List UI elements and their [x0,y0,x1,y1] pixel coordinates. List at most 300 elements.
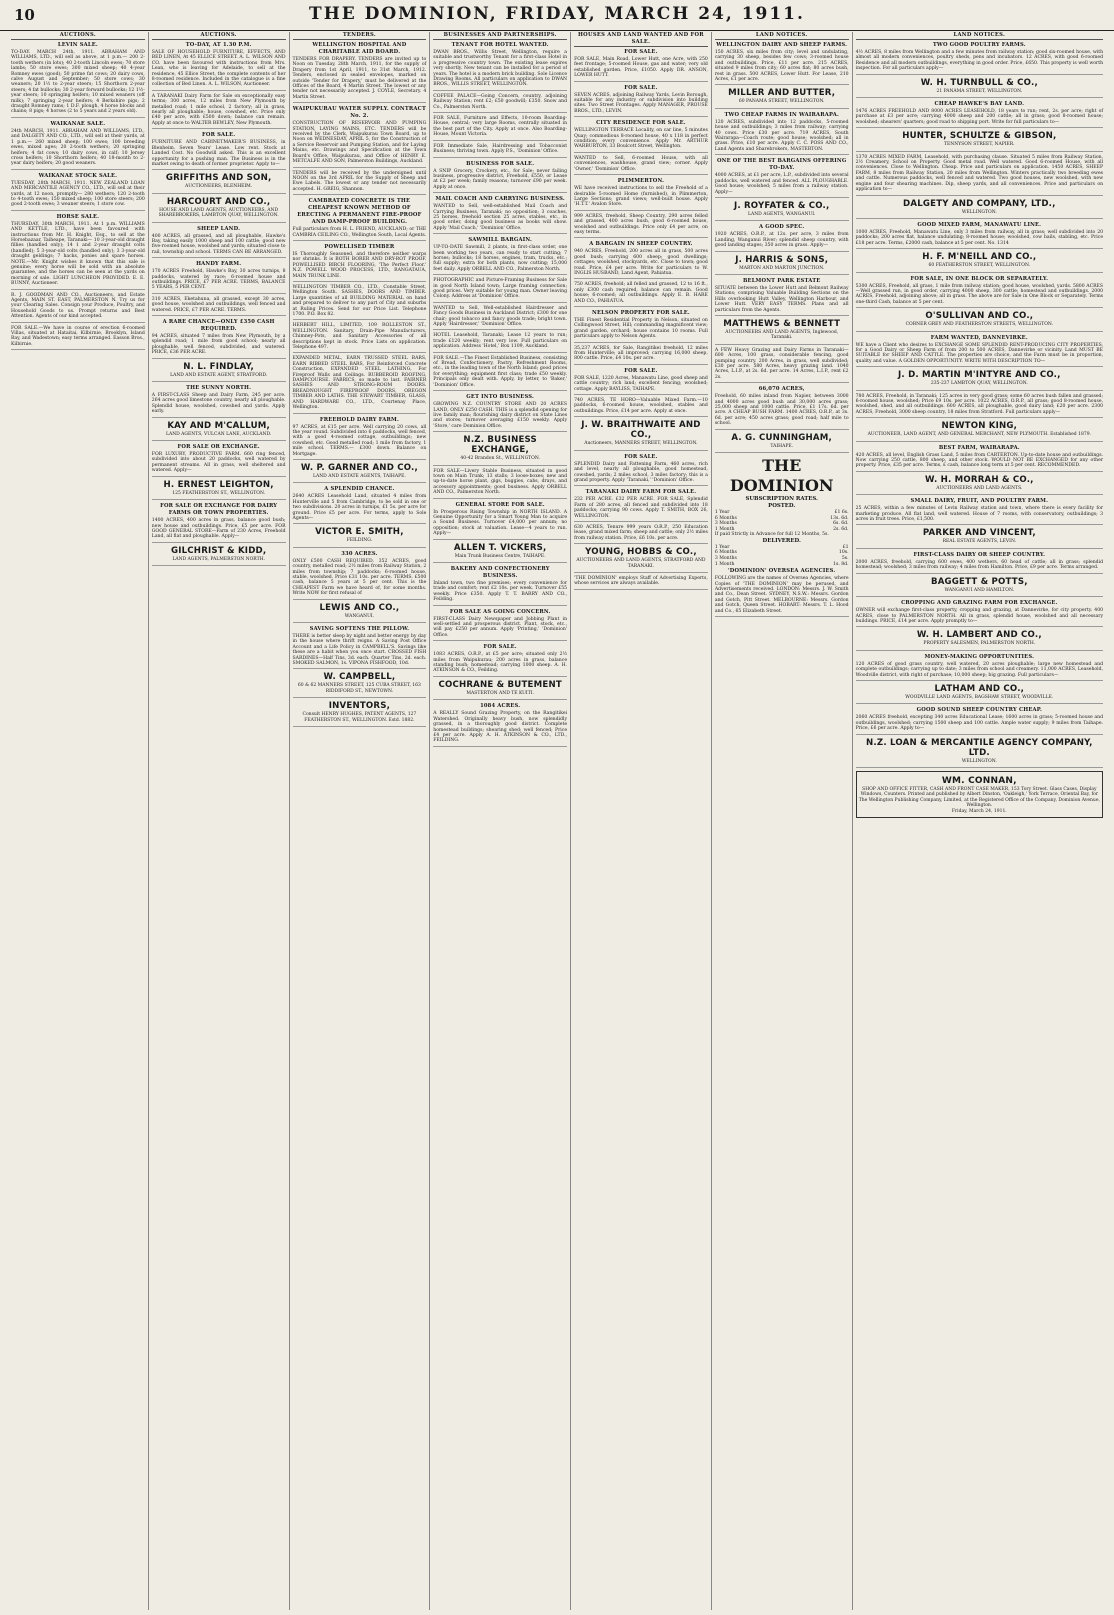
agent-name: INVENTORS, [328,701,391,712]
advertisement [293,626,427,669]
advertisement [856,252,1103,272]
advertisement-text: 940 ACRES, Freehold, 200 acres all in grass, 500 acres good bush; carrying 600 sheep; good dwellings; cottages; woolshed, stockyards, etc. Close to town; good road. Price, £4 per acre. Write for particulars to W. INGLIS HUSBAND, Land Agent, Pahiatua. [574,249,708,276]
advertisement-text: ONLY £500 CASH REQUIRED. 352 ACRES, good country, metalled road; 2½ miles from Railway Station, 2 miles from township; 7 paddocks; 6-roomed house, stable, woolshed. Price £31 10s. per acre. TERMS. £500 cash, balance 5 years at 5 per cent. This is the CHEAPEST Farm we have heard of, for some months. Write NOW for first refusal of [292,558,427,597]
agent-name: LATHAM AND CO., [934,683,1025,694]
advertisement-heading: FOR SALE OR EXCHANGE. [177,444,260,451]
advertisement [574,310,708,343]
advertisement-text: CONSTRUCTION OF RESERVOIR AND PUMPING STATION, LAYING MAINS, ETC. TENDERS will be received by the Clerk, Waipukurau Town Board, up to Noon on WEDNESDAY, APRIL 5, for the Construction of a Service Reservoir and Pumping Station, and for Laying Mains, etc. Drawings and Specification at the Town Board's Office, Waipukurau, and Office of HENRY E. METCALFE AND SON, Palmerston Buildings, Auckland. [292,121,427,165]
advertisement-text: 35,237 ACRES, for Sale, Rangitikei freehold, 12 miles from Hunterville; all improved; carrying 16,000 sheep, 800 cattle. Price, £4 10s. per acre. [574,345,708,362]
advertisement-text: 630 ACRES, Tenure 999 years O.R.P., 250 Education lease, grand mixed farm; sheep and cattle; only 2½ miles from railway station. Price, £6 10s. per acre. [574,524,708,541]
column-6 [712,32,853,1610]
agent-name: W. H. LAMBERT AND CO., [916,630,1042,641]
agent-address: Consult HENRY HUGHES, PATENT AGENTS, 127 FEATHERSTON ST., WELLINGTON. Estd. 1882. [302,712,417,723]
column-4 [430,32,571,1610]
rate-period: 1 Month [714,526,735,532]
advertisement-heading: FOR SALE AS GOING CONCERN. [449,608,551,615]
advertisement [856,528,1103,548]
advertisement [856,684,1103,704]
advertisement [293,527,427,547]
advertisement-heading: FOR SALE OR EXCHANGE FOR DAIRY FARMS OR TOWN PROPERTIES. [160,503,278,517]
advertisement [152,226,286,259]
advertisement-text: 2640 ACRES Leasehold Land, situated 4 miles from Hunterville and 5 from Cambridge, to be sold in one or two subdivisions. 20 acres in turnips, £1 5s. per acre for ground. Price £5 per acre. For terms, apply to Sole Agents— [292,494,427,521]
advertisement [433,144,567,158]
column-header: HOUSES AND LAND WANTED AND FOR SALE. [574,32,708,47]
advertisement-heading: CAMBRATED CONCRETE IS THE CHEAPEST KNOWN METHOD OF ERECTING A PERMANENT FIRE-PROOF AND DAMP-PROOF BUILDING. [297,198,422,226]
advertisement [433,333,567,352]
advertisement [856,370,1103,390]
advertisement-text: SPLENDID Dairy and Fattening Farm, 460 acres, rich and level, nearly all ploughable, good homestead, cowshed, yards; 2 miles school, 3 miles factory; this is a grand property. Apply 'Taranaki,' 'Dominion' Office. [574,461,708,483]
advertisement [715,433,849,453]
agent-address: LAND AND ESTATE AGENT, STRATFORD. [170,372,268,378]
posted-rates-table [715,510,849,532]
advertisement [152,385,286,418]
agent-address: REAL ESTATE AGENTS, LEVIN. [942,539,1017,545]
advertisement-text: SALE OF HOUSEHOLD FURNITURE, EFFECTS, AND BED LINEN, At 45 ELLICE STREET. A. L. WILSON AND CO. have been favoured with instructions from Mrs. Lean, who is leaving for Adelaide, to sell at the residence, 45 Ellice Street, the complete contents of her 8-roomed residence. Included in the catalogue is a fine collection of Bed Linen. A. L. WILSON, Auctioneer. [151,50,286,88]
advertisement [293,603,427,623]
agent-address: MASTERTON AND TE KUITI. [466,690,534,696]
advertisement [574,241,708,279]
advertisement-text: 1400 ACRES, 400 acres in grass, balance good bush; new house and outbuildings. Price, £5 per acre. FOR GOOD GENERAL STORE—Farm of 230 Acres, Freehold Land, all flat and ploughable. Apply— [151,518,286,540]
advertisement-heading: SHEEP LAND. [197,225,241,232]
advertisement [715,278,849,316]
agent-address: AUCTIONEERS, BLENHEIM. [185,184,253,190]
advertisement-text: 24th MARCH, 1911. ABRAHAM AND WILLIAMS, LTD., and DALGETY AND CO., LTD., will sell at their yards, at 1 p.m.— 260 mixed sheep; 100 ewes; 100 breeding ewes, mixed ages; 20 2-tooth wethers; 20 springing heifers; 4 fat cows; 10 dairy cows, in calf; 10 Jersey cross heifers; 10 Shorthorn heifers; 40 18-month to 2-year dairy heifers; 20 good weaners. [11,128,145,167]
advertisement-text: 1083 ACRES, O.R.P., at £5 per acre; situated only 2½ miles from Waipukurau; 200 acres in grass, balance standing bush; homestead; carrying 1000 sheep. A. H. ATKINSON & CO., Feilding. [433,652,568,674]
agent-address: AUCTIONEERS AND LAND AGENTS, Inglewood, Taranaki. [725,329,839,341]
advertisement [152,173,286,193]
advertisement [856,394,1103,419]
advertisement-text: 1476 ACRES FREEHOLD AND 8000 ACRES LEASEHOLD, 18 years to run; rent, 2s. per acre; right of purchase at £3 per acre; carrying 4000 sheep and 200 cattle; all in grass; good 8-roomed house; woolshed; shearers' quarters; good road to shipping port. Write for full particulars to— [855,109,1104,125]
advertisement-text: WE have received instructions to sell the Freehold of a desirable 5-roomed Home (furnished), in Plimmerton, Large Sections; grand views; well-built house. Apply 'H.T.T.' Avalon Store. [574,186,708,208]
agent-address: HOUSE AND LAND AGENTS, AUCTIONEERS, AND SHAREBROKERS, LAMBTON QUAY, WELLINGTON. [158,207,279,219]
advertisement-text: 232 PER ACRE. £32 PER ACRE. FOR SALE, Splendid Farm of 280 acres, all fenced and subdivided into 18 paddocks; carrying 90 cows. Apply T. SMITH, BOX 26, WELLINGTON. [574,497,708,519]
advertisement-text: 170 ACRES Freehold, Hawke's Bay, 30 acres turnips, 8 paddocks, watered by race; 6-roomed house and outbuildings. PRICE, £7 PER ACRE. TERMS, BALANCE 5 YEARS, 5 PER CENT. [151,269,286,291]
advertisement-text: R. J. GOODMAN AND CO., Auctioneers, and Estate Agents, MAIN ST. EAST, PALMERSTON N. Try us for your Clearing Sales. Consign your Produce, Poultry, and Household Goods to us. Prompt returns and Best Attention. Agents of our kind accepted. [11,292,145,320]
agent-name: N.Z. LOAN & MERCANTILE AGENCY COMPANY, LTD. [866,737,1093,758]
agent-address: AUCTIONEER, LAND AGENT, AND GENERAL MERCHANT, NEW PLYMOUTH. Established 1879. [867,432,1091,438]
agent-address: LAND AND ESTATE AGENTS, TAIHAPE. [312,473,406,479]
advertisement [856,222,1103,249]
advertisement-text: HOTEL Leasehold, Taranaki; Lease 12 years to run; trade £120 weekly; rent very low. Full particulars on application. Address 'Hotel,' Box 1109, Auckland. [433,333,568,350]
advertisement [152,362,286,382]
advertisement-text: Full particulars from H. L. FRIEND, AUCKLAND; or THE CAMBRIA CEILING CO., Wellington South, Local Agents. [292,227,427,238]
rate-period: 6 Months [714,515,737,521]
advertisement-heading: 330 ACRES. [341,550,378,557]
advertisement-heading: GENERAL STORE FOR SALE. [455,501,545,508]
advertisement-heading: FOR SALE. [483,644,517,651]
advertisement [856,335,1103,368]
advertisement [856,630,1103,650]
agent-name: PARKER AND VINCENT, [922,528,1036,539]
advertisement-text: A FEW Heavy Grazing and Dairy Farms in Taranaki— 600 Acres, 100 grass, considerable fencing, good pumping country. 200 Acres, in grass, well subdivided; £30 per acre. 580 Acres, heavy grazing land. 1040 Acres, L.I.P., at 2s. 6d. per acre. 14 Acres, L.I.P., rent £2 2s. [714,347,849,380]
advertisement [293,672,427,698]
advertisement-heading: 1084 ACRES. [480,703,521,710]
agent-address: CORNER GREY AND FEATHERSTON STREETS, WELLINGTON. [905,322,1054,328]
advertisement-text: 420 ACRES, all level, English Grass Land, 5 miles from CARTERTON. Up-to-date house and outbuildings. Now carrying 250 cattle, 800 sheep, and other stock. WOULD NOT BE EXCHANGED for any other property. Price, £35 per acre. Terms, £ cash, balance long term at 5 per cent. RECOMMENDED. [855,452,1104,469]
advertisement [715,255,849,275]
advertisement-heading: WELLINGTON HOSPITAL AND CHARITABLE AID BOARD. [312,42,407,55]
advertisement-heading: FOR SALE, IN ONE BLOCK OR SEPARATELY. [910,275,1049,282]
advertisement [433,609,567,642]
imprint-date: Friday, March 24, 1911. [951,808,1007,814]
delivered-rates-table [715,545,849,567]
advertisement-text: In Prosperous Rising Township in NORTH ISLAND. A Genuine Opportunity for a Smart Young Man to acquire a Sound Business. Turnover £4,000 per annum; no opposition; stock at valuation. Lease—4 years to run. Apply— [433,509,568,537]
advertisement-text: OWNER will exchange first-class property, cropping and grazing, at Dannevirke, for city property. 400 ACRES, close to PALMERSTON NORTH. All in grass, splendid house, woolshed and all necessary buildings. PRICE, £14 per acre. Apply promptly to— [855,608,1104,624]
agent-name: HARCOURT AND CO., [166,196,271,207]
advertisement-text: TENDERS will be received by the undersigned until NOON on the 3rd APRIL for the Supply of Sheep and Ewe Labels. The lowest or any tender not necessarily accepted. H. GREIG, Shannon. [292,170,427,192]
agent-address: 21 PANAMA STREET, WELLINGTON. [936,88,1023,94]
rate-period: 1 Year [714,510,730,516]
advertisement [433,644,567,677]
advertisement-text: 25 ACRES, within a few minutes of Levin Railway station and town, where there is every facility for marketing produce. All flat land, well watered. House of 7 rooms, with conservatory, outbuildings; 3 acres in fruit trees. Price, £1,500. [855,506,1104,523]
rate-price: 6s. 6d. [833,521,849,527]
advertisement [574,420,708,450]
advertisement [293,417,427,460]
advertisement-heading: FOR SALE. [624,367,658,374]
agent-name: W. P. GARNER AND CO., [300,462,418,473]
advertisement [152,503,286,543]
agent-address: TAIHAPE. [770,443,794,449]
advertisement-heading: FOR SALE. [624,453,658,460]
advertisement [293,42,427,103]
advertisement [856,421,1103,441]
advertisement [856,276,1103,309]
advertisement [856,654,1103,681]
advertisement [856,498,1103,525]
advertisement-heading: A SPLENDID CHANCE. [324,486,395,493]
advertisement [433,703,567,746]
advertisement [433,306,567,331]
advertisement-text: FOR SALE, 1220 Acres, Manawatu Line, good sheep and cattle country; rich land; excellent fencing; woolshed; cottage. Apply BAYLISS, TAIHAPE. [574,375,708,392]
advertisement-text: A FIRST-CLASS Sheep and Dairy Farm, 245 per acre. 264 acres good limestone country, nearly all ploughable. Splendid house, woolshed, cowshed and yards. Apply early. [151,393,286,415]
agent-address: Auctioneers, MANNERS STREET, WELLINGTON. [584,441,698,447]
advertisement-heading: GOOD MIXED FARM, MANAWATU LINE. [917,221,1042,228]
agent-name: ALLEN T. VICKERS, [453,542,547,553]
advertisement-heading: FOR SALE. [201,132,236,139]
agent-address: LAND AGENTS, VULCAN LANE, AUCKLAND. [165,431,272,437]
advertisement-text: A SNIP Grocery, Crockery, etc., for Sale; never failing business, progressive district, Freehold, £550, or Lease at £2 per week; family reasons; turnover £90 per week. Apply at once. [433,168,568,190]
advertisement-text: TUESDAY, 28th MARCH, 1911. NEW ZEALAND LOAN AND MERCANTILE AGENCY CO., LTD., will sell at their yards, at 12 noon, promptly— 280 wethers; 120 2-tooth to 4-tooth ewes; 150 mixed sheep; 100 store steers; 200 good 2-tooth ewes; 3 weaner steers; 1 store cow. [11,180,145,208]
advertisement-heading: GET INTO BUSINESS. [466,394,535,401]
advertisement [152,546,286,566]
rate-price: 1s. 8d. [833,561,849,567]
advertisement [574,576,708,590]
advertisement-text: TENDERS FOR DRAPERY. TENDERS are invited up to Noon on Tuesday, 28th March, 1911, for the supply of Drapery from 1st April, 1911, to 31st March, 1912. Tenders, enclosed in sealed envelopes, marked on outside 'Tender for Drapery,' must be delivered at the Offices of the Board, 4 Martin Street. The lowest or any tender not necessarily accepted. J. COYLE, Secretary. 4 Martin Street. [292,57,427,100]
advertisement [293,323,427,353]
advertisement-text: FOR SALE, Main Road, Lower Hutt, one Acre, with 250 feet frontage; 5-roomed House, gas and water; very old established garden. Price, £1050. Apply DR. ANSON, LOWER HUTT. [574,57,708,79]
advertisement-text: WANTED to Sell, well-established Mail Coach and Carrying Business, Taranaki; no opposition; 3 coaches, 25 horses, freehold section 25 acres, stables, etc., in good order, doing good business as books will show. Apply 'Mail Coach,' 'Dominion' Office. [433,204,568,231]
advertisement [152,42,286,91]
agent-name: KAY AND M'CALLUM, [167,420,270,431]
advertisement [574,214,708,239]
advertisement [856,199,1103,219]
advertisement [574,346,708,365]
advertisement [715,112,849,155]
advertisement [152,132,286,170]
advertisement [433,278,567,303]
rate-price: £1 6s. [834,510,849,516]
advertisement [152,421,286,441]
advertisement-text: WANTED to Sell, Well-established Hairdresser and Fancy Goods Business in Auckland District; £300 for one chair; good tobacco and fancy goods trade; bright town. Apply 'Hairdresser,' 'Dominion' Office. [433,305,568,328]
advertisement-text: 'THE DOMINION' employs Staff of Advertising Experts, whose services are always available. [574,575,708,587]
posted-label: POSTED. [768,503,796,510]
advertisement-heading: FIRST-CLASS DAIRY OR SHEEP COUNTRY. [913,551,1046,558]
advertisement-text: THERE is better sleep by night and better energy by day in the house where thrift reigns. A Saving Post Office Account and a Life Policy in CAMPBELL'S. Savings like these are a habit when you once start. CROSSED FISH SARDINES—Half Tins, 3d. each. Quarter Tins, 2d. each. SMOKED SALMON, 1s. VIPONA FISHFOOD, 10d. [292,634,427,667]
rate-price: £1 [842,544,849,550]
advertisement-text: 310 ACRES, Eketahuna, all grassed, except 30 acres, good house, woolshed and outbuildings, well fenced and watered. PRICE, £7 PER ACRE. TERMS. [151,296,286,313]
advertisement-text: FOR SALE—Livery Stable Business, situated in good town on Main Trunk; 13 stalls; 3 loose-boxes; new and up-to-date horse plant, gigs, buggies, cabs, drays, and accessory appointments; good business. Apply ORBELL AND CO., Palmerston North. [433,468,568,496]
rate-price: 2s. 6d. [833,526,849,532]
advertisement [574,156,708,175]
advertisement [856,131,1103,151]
advertisement [715,88,849,108]
advertisement-text: TO-DAY. MARCH 24th, 1911. ABRAHAM AND WILLIAMS, LTD., will sell as above, at 1 p.m.— 200 2-tooth wethers (in lots); 40 2-tooth Lincoln ewes; 70 store lambs; 50 store ewes; 300 mixed sheep; 40 4-year Romney ewes (good); 50 prime fat cows; 20 dairy cows, calve August and September; 50 store cows; 30 weaners; 20 1½ to 2-year steers; 15 Shorthorn 2-year steers; 4 fat bullocks; 30 2-year forward bullocks; 12 1½-year steers; 10 springing heifers; 10 mixed weaners (off milk); 7 springing 2-year heifers; 4 Berkshire pigs; 2 draught Romney rams; 1 D.F. plough, 4 horse blocks and chains; 8 pigs; 4 horses (2 to 5 years and 2 years old). [11,50,145,115]
advertisement [293,486,427,524]
advertisement-heading: GOOD SOUND SHEEP COUNTRY CHEAP. [916,707,1042,714]
advertisement [433,116,567,141]
advertisement [293,244,427,282]
advertisement-text: 1000 ACRES, Freehold, Manawatu Line, only 3 miles from railway, all in grass; well subdivided into 20 paddocks; 200 acres flat, balance undulating; 8-roomed house; woolshed, cow bails, stabling, etc. Price £18 per acre. Terms, £2000 cash, balance at 5 per cent. No. 1314 [855,229,1104,246]
agent-name: J. D. MARTIN M'INTYRE AND CO., [898,370,1061,381]
advertisement [715,224,849,251]
advertisement-heading: A RARE CHANCE—ONLY £350 CASH REQUIRED. [162,319,275,332]
advertisement [856,475,1103,495]
advertisement-text: DWAN BROS., Willis Street, Wellington, require a suitable and trustworthy Tenant for a first-class Hotel in a progressive country town. The existing lease expires very shortly. New tenant can be installed for a period of years. The hotel is a modern brick building. Sole Licence Drawing Rooms. All particulars on application to DWAN BROS., WILLIS STREET, WELLINGTON. [433,50,568,88]
advertisement-heading: TWO GOOD POULTRY FARMS. [932,42,1026,48]
advertisement [856,552,1103,574]
advertisement-heading: TENANT FOR HOTEL WANTED. [451,42,549,48]
advertisement [293,171,427,196]
agent-address: WANGANUI AND HAMILTON. [944,587,1015,593]
advertisement [715,158,849,198]
advertisement-heading: PLIMMERTON. [617,178,665,185]
advertisement-text: WELLINGTON TERRACE Locality, on car line, 5 minutes Quay; commodious 8-roomed house, 40 x 118 in perfect condition; every convenience. Apply Mr. ARTHUR WARBURTON, 33 Boulcott Street, Wellington. [574,128,708,150]
advertisement [574,547,708,573]
agent-address: 235-237 LAMBTON QUAY, WELLINGTON. [930,381,1028,387]
advertisement [856,600,1103,627]
subscription-subtitle: SUBSCRIPTION RATES. [745,496,818,503]
advertisement-text: 150 ACRES, six miles from city; level and undulating, carrying 30 sheep, besides few cows; 3-roomed house and outbuildings. Price, £11 per acre. 215 ACRES, situated 9 miles from city; 60 acres flat; 80 acres bush, rest in grass. 500 ACRES, Lower Hutt. For Lease, 210 Acres, £1 per acre. [714,50,849,83]
advertisement-heading: WAIKANAE SALE. [50,120,106,127]
advertisement-text: 5300 ACRES, Freehold, all grass, 1 mile from railway station; good house, woolshed, yards. 5800 ACRES—Well grassed run, in good order, carrying 4000 sheep, 300 cattle; homestead and outbuildings. 2000 ACRES, Freehold, adjoining above; all in grass. The above are for Sale in One Block or Separately. Terms one-third Cash, balance at 5 per cent. [855,283,1104,305]
advertisement [433,94,567,113]
advertisement-text: 97 ACRES, at £15 per acre. Well carrying 20 cows, all the year round. Subdivided into 6 paddocks, well fenced, with a good 4-roomed cottage, outbuildings; new cowshed, etc. Good metalled road; 1 mile from factory, 1 mile school. TERMS.— £300 down. Balance on Mortgage. [292,424,427,457]
advertisement [11,121,145,170]
advertisement-text: THE Finest Residential Property in Nelson, situated on Collingwood Street, Hill; commanding magnificent view; grand garden, orchard; house contains 10 rooms. Full particulars apply to Nelson Agents. [574,318,708,340]
agent-address: WELLINGTON. [961,209,997,215]
agencies-heading: 'DOMINION' OVERSEA AGENCIES. [727,568,836,575]
advertisement-heading: CITY RESIDENCE FOR SALE. [596,120,686,127]
agent-address: 60 PANAMA STREET, WELLINGTON. [738,99,825,105]
advertisement-heading: SAVING SOFTENS THE PILLOW. [309,626,410,633]
agent-address: 40-42 Brandon St., WELLINGTON. [460,456,540,462]
imprint-agent: WM. CONNAN, [941,775,1017,786]
advertisement [433,566,567,606]
agent-address: AUCTIONEERS AND LAND AGENTS. [936,485,1023,491]
advertisement-text: FURNITURE AND CABINETMAKER'S BUSINESS, in Blenheim. Seven Years' Lease. Low rent. Stock at Landed Cost. No Goodwill asked. This is an excellent opportunity for a pushing man. The Business is in the market owing to death of former proprietor. Apply to— [151,140,286,167]
agent-name: H. F. M'NEILL AND CO., [922,252,1037,263]
advertisement-text: FOR SALE, Furniture and Effects, 10-room Boarding-House, central; very large Rooms, centrally situated in the best part of the City. Apply at once. Also Boarding-House, Mount Victoria. [433,116,568,138]
column-7 [853,32,1106,1610]
advertisement-text: 2000 ACRES, freehold, carrying 600 ewes, 400 wethers, 60 head of cattle; all in grass; splendid homestead; woolshed; 3 miles from railway; 4 miles from Hamilton. Price, £9 per acre. Terms arranged. [855,559,1104,571]
advertisement [856,577,1103,597]
page-number: 10 [14,6,35,24]
agent-address: LAND AGENTS, WANGANUI. [747,211,816,217]
advertisement [152,94,286,129]
agent-name: W. H. MORRAH & CO., [924,474,1034,485]
advertisement [574,368,708,395]
advertisement [715,319,849,345]
advertisement-text: 4000 ACRES, at £1 per acre, L.P., subdivided into several paddocks, well watered and fenced. ALL PLOUGHABLE. Good house; woolshed; 5 miles from a railway station. Apply— [714,173,849,195]
advertisement-heading: NELSON PROPERTY FOR SALE. [592,310,690,316]
rates-note: If paid Strictly in Advance for full 12 Months, 5s. [714,532,829,538]
advertisement [11,293,145,323]
advertisement [856,311,1103,331]
advertisement-heading: HANDY FARM. [196,261,242,268]
advertisement [293,198,427,241]
advertisement-text: IS Thoroughly Seasoned, and therefore neither warps nor shrinks. It is BOTH BORER AND DRY-ROT PROOF. POWELLISED BIRCH FLOORING, 'The Perfect Floor.' N.Z. POWELL WOOD PROCESS, LTD., RANGATAUA, MAIN TRUNK LINE. [292,251,427,279]
advertisement-text: 1370 ACRES MIXED FARM, Leasehold, with purchasing clause. Situated 5 miles from Railway Station, 2½ Creamery, School on Property. Good metal road. Well watered. Good 6-roomed House, with all conveniences. Close to Wellington. Cheap. Price and particulars on application. 1450 ACRES, SHEEP FARM, 8 miles from Railway Station, 20 miles from Wellington. Winters practically two breeding ewes and cattle. Numerous paddocks, well fenced and watered. Two good houses, new woolshed, with new engine and four shearing machines. Dip, sheep yards, and all conveniences. Price and particulars on application to— [855,154,1104,193]
agent-name: NEWTON KING, [941,421,1018,432]
rate-price: 10s. [838,550,849,556]
delivered-label: DELIVERED. [762,537,801,544]
advertisement-text: COFFEE PALACE—Going Concern, country, adjoining Railway Station; rent £2; £50 goodwill; £350. Snow and Co., Palmerston North. [433,93,568,110]
agencies-text: FOLLOWING are the names of Oversea Agencies, where Copies of 'THE DOMINION' may be perused, and Advertisements received. LONDON: Messrs. J. W. Smith and Co., Dean Street. SYDNEY, N.S.W.: Messrs. Gordon and Gotch, Pitt Street. MELBOURNE: Messrs. Gordon and Gotch, Queen Street. HOBART: Messrs. T. L. Hood and Co., 65 Elizabeth Street. [714,576,849,614]
advertisement [433,196,567,234]
advertisement-text: 750 ACRES, freehold; all felled and grassed, 12 to 16 ft., only £300 cash required, balance can remain. Good house; 6-roomed; all outbuildings. Apply E. B. HARE AND CO., PAHIATUA. [574,282,708,304]
advertisement [152,297,286,316]
advertisement [433,394,567,432]
advertisement [433,237,567,275]
advertisement-heading: MONEY-MAKING OPPORTUNITIES. [924,653,1035,660]
advertisement [856,445,1103,472]
advertisement [574,454,708,487]
agent-name: GRIFFITHS AND SON, [165,173,272,184]
advertisement-text: FIRST-CLASS Dairy Newspaper and Jobbing Plant in well-settled and prosperous district. Plant, stock, etc., will pay £250 per annum. Apply 'Printing,' 'Dominion' Office. [433,616,568,638]
advertisement [574,120,708,153]
advertisement [293,285,427,320]
advertisement-text: 999 ACRES, freehold, Sheep Country, 290 acres felled and grassed, 400 acres bush, good 6-roomed house, woolshed and outbuildings. Price only £4 per acre, on easy terms. [574,213,708,235]
advertisement-heading: ONE OF THE BEST BARGAINS OFFERING TO-DAY. [716,158,847,172]
advertisement-heading: BAKERY AND CONFECTIONERY BUSINESS. [450,566,550,579]
agent-name: A. G. CUNNINGHAM, [731,432,832,443]
agent-address: MARTON AND MARTON JUNCTION. [739,265,825,271]
advertisement-text: A REALLY Sound Grazing Property, on the Rangitikei Watershed. Originally heavy bush, now splendidly grassed, in a thoroughly good district. Complete homestead buildings; shearing shed; well fenced; Price £4 per acre. Apply A. H. ATKINSON & CO., LTD., FEILDING. [433,711,568,744]
advertisement [293,551,427,600]
column-5 [571,32,712,1610]
advertisement [433,502,567,540]
advertisement-text: PHOTOGRAPHIC and Picture-Framing Business for Sale in good North Island town; Large framing connection; good prices. Very suitable for young man. Owner leaving Colony. Address at 'Dominion' Office. [433,278,568,300]
advertisement [152,319,286,359]
subscription-title: THE DOMINION [729,456,834,496]
column-header: BUSINESSES AND PARTNERSHIPS. [433,32,567,40]
advertisement-text: SEVEN ACRES, adjoining Railway Yards, Levin Borough, suitable for any industry or subdivision into building sites. Two Street Frontages. Apply MANAGER, PROUSE BROS., LTD., LEVIN. [574,92,708,114]
advertisement [715,386,849,429]
agent-name: J. W. BRAITHWAITE AND CO., [581,420,701,441]
agent-name: LEWIS AND CO., [319,602,400,613]
advertisement-heading: SAWMILL BARGAIN. [468,237,532,244]
advertisement [433,435,567,465]
column-3 [290,32,431,1610]
publisher-imprint [856,771,1103,818]
agent-address: Main Trunk Business Centre, TAIHAPE. [454,553,546,559]
advertisement-columns [8,32,1106,1610]
advertisement-text: 780 ACRES, Freehold, in Taranaki; 125 acres in very good grass; some 60 acres bush fallen and grassed; 6-roomed house, woolshed; Price £9 10s. per acre. 1022 ACRES, O.R.P., all grass; good 8-roomed house, woolshed, shed, and all outbuildings. 600 ACRES, all ploughable, good dairy land; £20 per acre. 2300 ACRES, Freehold, 3000 sheep country, 18 miles from Stratford. Full particulars apply— [855,393,1104,415]
advertisement [433,356,567,391]
agent-name: BAGGETT & POTTS, [930,576,1028,587]
advertisement [574,525,708,544]
advertisement [574,85,708,118]
advertisement-text: EXPANDED METAL, EARN TRUSSED STEEL BARS, EARN RIBBED STEEL BARS, For Reinforced Concrete Construction, EXPANDED STEEL LATHING, For Fireproof Walls and Ceilings. RUBBEROID ROOFING, DAMPCOURSE. FABRICS, so made to last. FAIRNER SASHES AND STRONG-ROOM DOORS. BREADNOUGHT FIREPROOF DOORS, OREGON TIMBER AND LATHS. THE STEWART TIMBER, GLASS, AND HARDWARE CO., LTD., Courtenay Place, Wellington. [292,356,427,411]
advertisement-text: FOR SALE.—We have in course of erection 6-roomed Villas, situated at Hataitai, Kilbirnie, Brooklyn, Island Bay, and Wadestown; easy terms arranged. Easson Bros., Kilbirnie. [11,325,145,347]
advertisement-heading: HORSE SALE. [56,213,100,220]
advertisement-text: WE have a Client who desires to EXCHANGE SOME SPLENDID RENT-PRODUCING CITY PROPERTIES, for a Good Dairy or Sheep Farm of from 200 to 500 ACRES, Dannevirke or vicinity. Land MUST BE SUITABLE for SHEEP AND CATTLE. The properties are choice, and the Farm must be in proportion, quality and value. A GOLDEN OPPORTUNITY. WRITE WITH DESCRIPTION TO— [855,342,1104,364]
agent-address: 60 FEATHERSTON STREET, WELLINGTON. [928,263,1031,269]
agent-name: J. HARRIS & SONS, [735,254,829,265]
advertisement-heading: MAIL COACH AND CARRYING BUSINESS. [435,196,565,203]
agent-address: WOODVILLE LAND AGENTS, BAGSHAW STREET, WOODVILLE. [905,694,1054,700]
advertisement-heading: BUSINESS FOR SALE. [466,160,535,167]
advertisement [574,398,708,417]
advertisement-text: 4½ ACRES, 8 miles from Wellington and a few minutes from railway station; good six-roomed house, with almost all modern conveniences, poultry sheds, pens and incubators. 12 ACRES, with good 6-roomed Residence and all modern outbuildings, everything in good order. Price, £650. This property is well worth inspection. For all particulars apply— [855,50,1104,72]
advertisement [293,106,427,167]
advertisement-heading: WAIPUKURAU WATER SUPPLY. CONTRACT No. 2. [292,106,427,120]
advertisement-heading: CROPPING AND GRAZING FARM FOR EXCHANGE. [901,600,1058,607]
advertisement [574,489,708,522]
agent-name: N.Z. BUSINESS EXCHANGE, [463,435,537,456]
advertisement-heading: SMALL DAIRY, FRUIT, AND POULTRY FARM. [910,498,1049,505]
agent-address: AUCTIONEERS AND LAND AGENTS, STRATFORD AND TARANAKI. [576,558,706,569]
agent-address: FEILDING. [346,538,373,544]
agent-address: WANGANUI. [344,613,375,619]
advertisement-text: 94 ACRES, situated 7 miles from New Plymouth, by a splendid road; 1 mile from good school; nearly all ploughable, well fenced, subdivided, and watered. PRICE, £36 PER ACRE. [151,334,286,356]
advertisement [856,78,1103,98]
column-header: AUCTIONS. [152,32,286,40]
advertisement-heading: TWO CHEAP FARMS IN WAIRARAPA. [724,111,839,118]
masthead [0,0,1114,31]
advertisement [433,161,567,194]
agent-name: COCHRANE & BUTEMENT [438,679,562,690]
advertisement-text: Freehold, 60 miles inland from Napier, between 3000 and 4000 acres good bush and 30,000 acres grass; 25,000 sheep and 1000 cattle. Price, £1 17s. 6d. per acre. A CHEAP BUSH FARM. 1400 ACRES, O.R.P., at 3s. 6d. per acre; 450 acres grass; good road; half mile to school. [714,394,849,427]
advertisement [433,469,567,499]
advertisement-heading: WELLINGTON DAIRY AND SHEEP FARMS. [716,42,848,48]
agent-name: N. L. FINDLAY, [183,361,255,372]
advertisement [293,701,427,727]
column-header: TENDERS. [293,32,427,40]
advertisement-text: 400 ACRES, all grassed, and all ploughable, Hawke's Bay, taking easily 1000 sheep and 100 cattle; good new five-roomed house, woolshed and yards; situated close to rail, township and school. TERMS CAN BE ARRANGED. [151,233,286,255]
advertisement-heading: POWELLISED TIMBER [324,243,395,250]
agent-name: MATTHEWS & BENNETT [723,318,841,329]
advertisement-heading: A GOOD SPEC. [758,224,805,231]
rate-period: 1 Month [714,561,735,567]
advertisement-heading: LEVIN SALE. [57,42,98,48]
advertisement-text: 120 ACRES of good grass country, well watered, 20 acres ploughable; large new homestead and complete outbuildings; carrying up to date; 3 miles from school and creamery. 11,000 ACRES, Leasehold, Woodville district, with right of purchase; 10,000 sheep; big grazing. Full particulars— [855,661,1104,678]
advertisement [152,197,286,223]
advertisement-text: SITUATE between the Lower Hutt and Belmont Railway Stations; comprising Valuable Building Sections on the Hills overlooking Hutt Valley, Wellington Harbour, and Lower Hutt. VERY EASY TERMS. Plans and all particulars from the Agents. [714,285,849,313]
agent-name: GILCHRIST & KIDD, [170,545,267,556]
agent-name: YOUNG, HOBBS & CO., [585,547,697,558]
agent-address: 60 & 62 MANNERS STREET, 125 CUBA STREET, 163 RIDDIFORD ST., NEWTOWN. [297,683,421,694]
agent-address: PROPERTY SALESMEN, PALMERSTON NORTH. [923,641,1036,647]
rate-price: 13s. 6d. [830,515,849,521]
advertisement [293,463,427,483]
advertisement-text: UP-TO-DATE Sawmill, 2 plants, in first-class order, one been working two years, can ready to start cutting; 7 horses; bullocks; 18 horses, engines, tram, trucks, etc.; full supply; extra for both plants, now cutting; 15,000 feet daily. Apply ORBELL AND CO., Palmerston North. [433,245,568,272]
advertisement-text: 1920 ACRES, O.R.P., at 12s. per acre, 3 miles from Landing, Wanganui River; splendid sheep country, with good landing stages; 350 acres in grass. Apply— [714,232,849,249]
advertisement-heading: CHEAP HAWKE'S BAY LAND. [934,101,1025,108]
agent-name: W. CAMPBELL, [323,672,396,683]
advertisement-text: Inland town, two fine premises; every convenience for trade and comfort; rent £2 10s. per week. Turnover £55 weekly. Price £350. Apply T. T. BARRY AND CO., Feilding. [433,581,568,603]
column-header: AUCTIONS. [11,32,145,40]
